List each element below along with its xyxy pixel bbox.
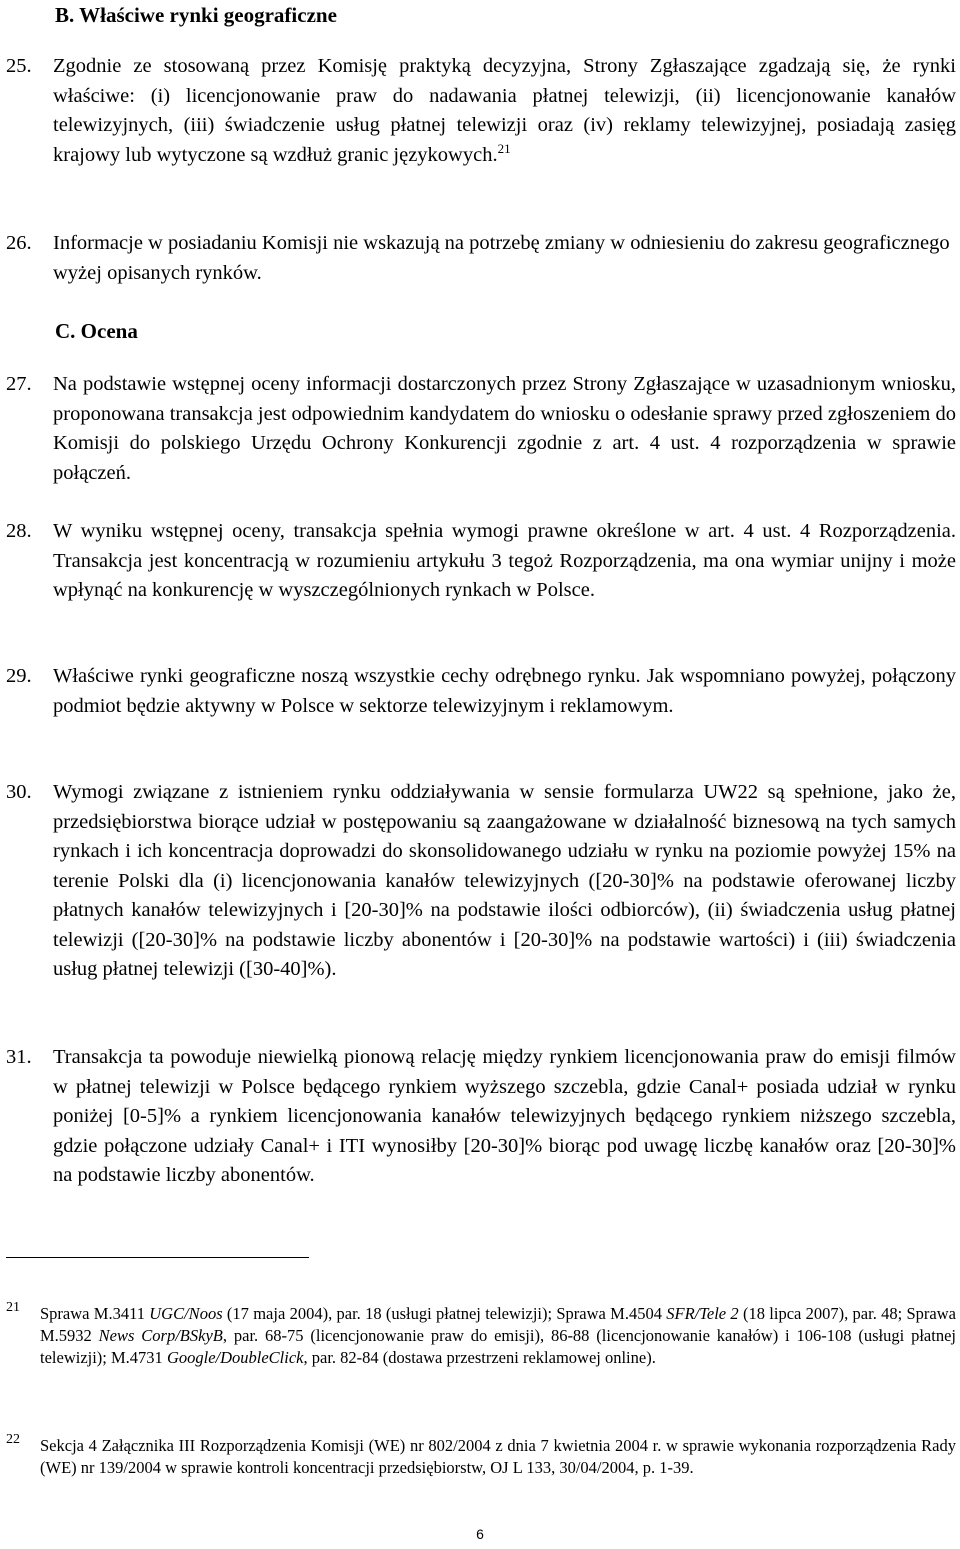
footnote-text: Sekcja 4 Załącznika III Rozporządzenia Komisji (WE) nr 802/2004 z dnia 7 kwietnia 2004 r. w sprawie wykonania rozporządzenia Rady (WE) nr 139/2004 w sprawie kontroli koncentracji przedsiębiorstw, OJ L 133, 30/04/2004, p. 1-39. (40, 1436, 956, 1477)
section-c-heading: C. Ocena (55, 319, 138, 343)
footnote-ref-21[interactable]: 21 (497, 140, 511, 156)
section-b-heading: B. Właściwe rynki geograficzne (55, 3, 337, 27)
paragraph-31 (6, 1043, 956, 1191)
paragraph-number: 26. (6, 232, 32, 254)
paragraph-text: Wymogi związane z istnieniem rynku oddziaływania w sensie formularza UW22 są spełnione, jako że, przedsiębiorstwa biorące udział w postępowaniu są zaangażowane w działalność biznesową na tych samych rynkach i ich koncentracja doprowadzi do skonsolidowanego udziału w rynku na poziomie powyżej 15% na terenie Polski dla (i) licencjonowania kanałów telewizyjnych ([20-30]% na podstawie oferowanej liczby płatnych kanałów telewizyjnych i [20-30]% na podstawie ilości odbiorców), (ii) świadczenia usług płatnej telewizji ([20-30]% na podstawie liczby abonentów i [20-30]% na podstawie wartości) i (iii) świadczenia usług płatnej telewizji ([30-40]%). (53, 781, 956, 980)
paragraph-number: 25. (6, 55, 32, 77)
paragraph-26 (6, 229, 956, 288)
footnote-number: 21 (6, 1300, 20, 1315)
paragraph-29 (6, 662, 956, 721)
paragraph-30 (6, 778, 956, 985)
paragraph-number: 27. (6, 373, 32, 395)
paragraph-number: 28. (6, 520, 32, 542)
paragraph-number: 30. (6, 781, 32, 803)
paragraph-number: 31. (6, 1046, 32, 1068)
footnote-21 (6, 1300, 956, 1369)
footnote-separator (6, 1257, 309, 1258)
paragraph-27 (6, 370, 956, 488)
paragraph-text: Właściwe rynki geograficzne noszą wszystkie cechy odrębnego rynku. Jak wspomniano powyżej, połączony podmiot będzie aktywny w Polsce w sektorze telewizyjnym i reklamowym. (53, 665, 956, 717)
paragraph-28 (6, 517, 956, 606)
paragraph-25 (6, 52, 956, 170)
paragraph-text: Na podstawie wstępnej oceny informacji dostarczonych przez Strony Zgłaszające w uzasadnionym wniosku, proponowana transakcja jest odpowiednim kandydatem do wniosku o odesłanie sprawy przed zgłoszeniem do Komisji do polskiego Urzędu Ochrony Konkurencji zgodnie z art. 4 ust. 4 rozporządzenia w sprawie połączeń. (53, 373, 956, 484)
footnote-text: Sprawa M.3411 UGC/Noos (17 maja 2004), par. 18 (usługi płatnej telewizji); Sprawa M.4504 SFR/Tele 2 (18 lipca 2007), par. 48; Sprawa M.5932 News Corp/BSkyB, par. 68-75 (licencjonowanie praw do emisji), 86-88 (licencjonowanie kanałów) i 106-108 (usługi płatnej telewizji); M.4731 Google/DoubleClick, par. 82-84 (dostawa przestrzeni reklamowej online). (40, 1304, 956, 1367)
page-number: 6 (476, 1526, 484, 1542)
paragraph-text: W wyniku wstępnej oceny, transakcja spełnia wymogi prawne określone w art. 4 ust. 4 Rozporządzenia. Transakcja jest koncentracją w rozumieniu artykułu 3 tegoż Rozporządzenia, ma ona wymiar unijny i może wpłynąć na konkurencję w wyszczególnionych rynkach w Polsce. (53, 520, 956, 601)
paragraph-text: Transakcja ta powoduje niewielką pionową relację między rynkiem licencjonowania praw do emisji filmów w płatnej telewizji w Polsce będącego rynkiem wyższego szczebla, gdzie Canal+ posiada udział w rynku poniżej [0-5]% a rynkiem licencjonowania kanałów telewizyjnych będącego rynkiem niższego szczebla, gdzie połączone udziały Canal+ i ITI wynosiłby [20-30]% biorąc pod uwagę liczbę kanałów oraz [20-30]% na podstawie liczby abonentów. (53, 1046, 956, 1186)
footnote-number: 22 (6, 1432, 20, 1447)
paragraph-text: Zgodnie ze stosowaną przez Komisję praktyką decyzyjna, Strony Zgłaszające zgadzają się, że rynki właściwe: (i) licencjonowanie praw do nadawania płatnej telewizji, (ii) licencjonowanie kanałów telewizyjnych, (iii) świadczenie usług płatnej telewizji oraz (iv) reklamy telewizyjnej, posiadają zasięg krajowy lub wytyczone są wzdłuż granic językowych.$^{21}$ (53, 55, 956, 166)
paragraph-text: Informacje w posiadaniu Komisji nie wskazują na potrzebę zmiany w odniesieniu do zakresu geograficznego wyżej opisanych rynków. (53, 232, 950, 284)
footnote-22 (6, 1432, 956, 1479)
paragraph-number: 29. (6, 665, 32, 687)
